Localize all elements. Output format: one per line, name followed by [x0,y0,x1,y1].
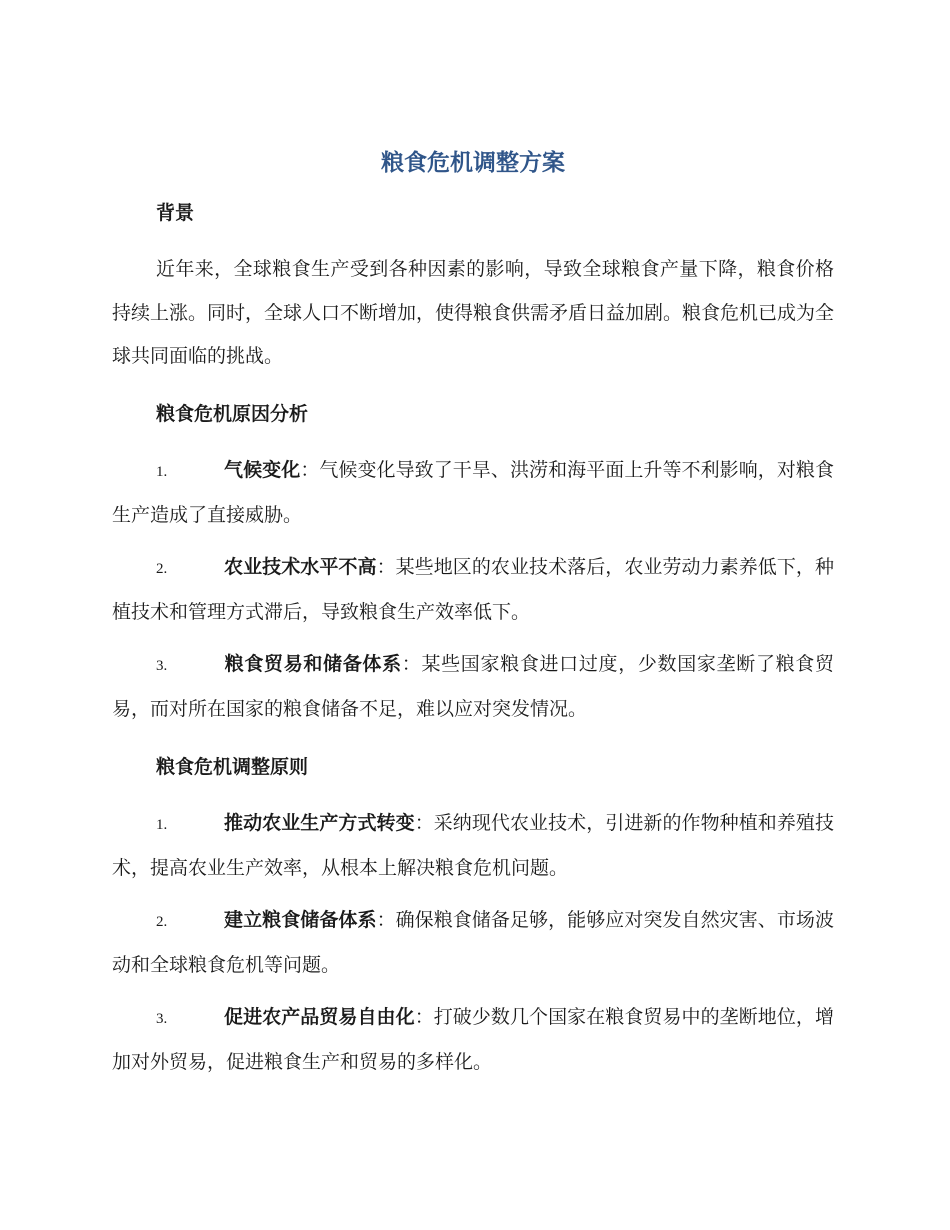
list-term: 农业技术水平不高 [224,555,377,578]
list-item [112,899,834,988]
list-item [112,996,834,1085]
list-text: ：采纳现代农业技术，引进新的作物种植和养殖技术，提高农业生产效率，从根本上解决粮食危机问题。 [112,811,834,879]
list-number: 1. [156,816,168,833]
section-heading-background: 背景 [156,202,195,224]
section-heading-principles: 粮食危机调整原则 [156,755,309,778]
list-term: 粮食贸易和储备体系 [224,652,402,675]
list-text: ：某些地区的农业技术落后，农业劳动力素养低下，种植技术和管理方式滞后，导致粮食生产效率低下。 [112,555,834,623]
list-number: 1. [156,463,168,480]
list-item [112,802,834,891]
list-term: 推动农业生产方式转变 [224,811,415,834]
background-paragraph: 近年来，全球粮食生产受到各种因素的影响，导致全球粮食产量下降，粮食价格持续上涨。同时，全球人口不断增加，使得粮食供需矛盾日益加剧。粮食危机已成为全球共同面临的挑战。 [112,258,835,367]
list-number: 3. [156,1010,168,1027]
list-term: 建立粮食储备体系 [224,908,377,931]
list-term: 气候变化 [224,458,301,481]
document-title: 粮食危机调整方案 [381,150,565,176]
list-number: 3. [156,657,168,674]
section-heading-causes: 粮食危机原因分析 [156,402,309,425]
list-number: 2. [156,913,168,930]
list-item [112,546,834,635]
document-page [112,140,834,1093]
list-text: ：某些国家粮食进口过度，少数国家垄断了粮食贸易，而对所在国家的粮食储备不足，难以应对突发情况。 [112,652,834,720]
list-text: ：打破少数几个国家在粮食贸易中的垄断地位，增加对外贸易，促进粮食生产和贸易的多样化。 [112,1005,834,1073]
list-text: ：气候变化导致了干旱、洪涝和海平面上升等不利影响，对粮食生产造成了直接威胁。 [112,458,834,526]
list-item [112,643,834,732]
list-number: 2. [156,560,168,577]
list-term: 促进农产品贸易自由化 [224,1005,415,1028]
list-item [112,449,834,538]
list-text: ：确保粮食储备足够，能够应对突发自然灾害、市场波动和全球粮食危机等问题。 [112,908,834,976]
